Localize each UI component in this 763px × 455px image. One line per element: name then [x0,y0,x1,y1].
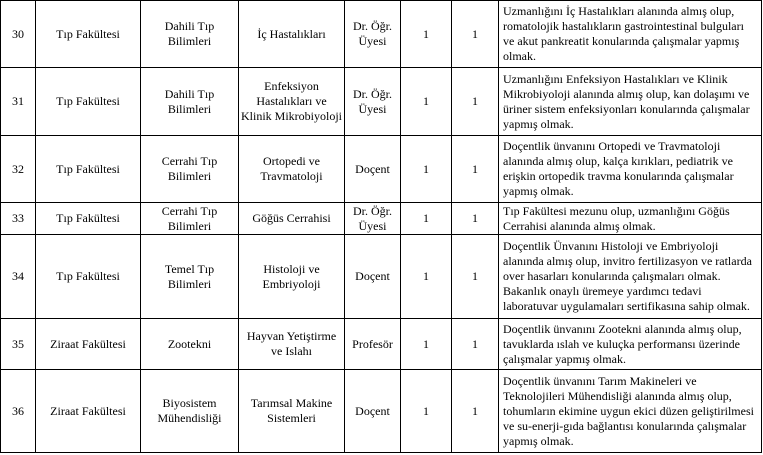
faculty-cell: Tıp Fakültesi [36,68,141,136]
count-cell: 1 [401,136,452,203]
title-cell: Doçent [345,370,401,453]
count-cell: 1 [452,136,499,203]
faculty-cell: Ziraat Fakültesi [36,370,141,453]
description-cell: Uzmanlığını İç Hastalıkları alanında almış olup, romatolojik hastalıkların gastrointestinal bulguları ve akut pankreatit konularında çalışmalar yapmış olmak. [499,1,762,68]
department-cell: Cerrahi Tıp Bilimleri [141,136,239,203]
row-number: 31 [1,68,36,136]
count-cell: 1 [401,68,452,136]
title-cell: Profesör [345,319,401,370]
department-cell: Dahili Tıp Bilimleri [141,68,239,136]
table-row [1,235,762,319]
faculty-cell: Tıp Fakültesi [36,203,141,235]
table-row [1,136,762,203]
count-cell: 1 [401,319,452,370]
row-number: 33 [1,203,36,235]
faculty-cell: Tıp Fakültesi [36,235,141,319]
department-cell: Cerrahi Tıp Bilimleri [141,203,239,235]
department-cell: Dahili Tıp Bilimleri [141,1,239,68]
count-cell: 1 [401,1,452,68]
table-row [1,203,762,235]
program-cell: Ortopedi ve Travmatoloji [239,136,345,203]
department-cell: Biyosistem Mühendisliği [141,370,239,453]
department-cell: Zootekni [141,319,239,370]
description-cell: Tıp Fakültesi mezunu olup, uzmanlığını Göğüs Cerrahisi alanında almış olmak. [499,203,762,235]
count-cell: 1 [452,68,499,136]
program-cell: Histoloji ve Embriyoloji [239,235,345,319]
row-number: 32 [1,136,36,203]
faculty-cell: Tıp Fakültesi [36,1,141,68]
count-cell: 1 [401,203,452,235]
program-cell: Enfeksiyon Hastalıkları ve Klinik Mikrobiyoloji [239,68,345,136]
description-cell: Doçentlik ünvanını Zootekni alanında almış olup, tavuklarda ıslah ve kuluçka performansı üzerinde çalışmalar yapmış olmak. [499,319,762,370]
description-cell: Doçentlik ünvanını Ortopedi ve Travmatoloji alanında almış olup, kalça kırıkları, pediatrik ve erişkin ortopedik travma konularında çalışmalar yapmış olmak. [499,136,762,203]
program-cell: Tarımsal Makine Sistemleri [239,370,345,453]
count-cell: 1 [452,1,499,68]
row-number: 35 [1,319,36,370]
count-cell: 1 [401,370,452,453]
title-cell: Dr. Öğr. Üyesi [345,68,401,136]
program-cell: İç Hastalıkları [239,1,345,68]
department-cell: Temel Tıp Bilimleri [141,235,239,319]
count-cell: 1 [452,370,499,453]
table-row [1,68,762,136]
faculty-cell: Tıp Fakültesi [36,136,141,203]
count-cell: 1 [452,203,499,235]
description-cell: Doçentlik ünvanını Tarım Makineleri ve Teknolojileri Mühendisliği alanında almış olup, tohumların ekimine uygun ekici düzen geliştirilmesi ve su-enerji-gıda bağlantısı konularında çalışmalar yapmış olmak. [499,370,762,453]
row-number: 30 [1,1,36,68]
faculty-cell: Ziraat Fakültesi [36,319,141,370]
description-cell: Doçentlik Ünvanını Histoloji ve Embriyoloji alanında almış olup, invitro fertilizasyon ve ratlarda over hasarları konularında çalışmaları olmak. Bakanlık onaylı üremeye yardımcı tedavi laboratuvar uygulamaları sertifikasına sahip olmak. [499,235,762,319]
count-cell: 1 [452,319,499,370]
count-cell: 1 [452,235,499,319]
table-row [1,370,762,453]
row-number: 34 [1,235,36,319]
title-cell: Dr. Öğr. Üyesi [345,1,401,68]
title-cell: Dr. Öğr. Üyesi [345,203,401,235]
row-number: 36 [1,370,36,453]
program-cell: Hayvan Yetiştirme ve Islahı [239,319,345,370]
count-cell: 1 [401,235,452,319]
title-cell: Doçent [345,235,401,319]
title-cell: Doçent [345,136,401,203]
description-cell: Uzmanlığını Enfeksiyon Hastalıkları ve Klinik Mikrobiyoloji alanında almış olup, kan dolaşımı ve üriner sistem enfeksiyonları konularında çalışmalar yapmış olmak. [499,68,762,136]
table-row [1,1,762,68]
table-row [1,319,762,370]
program-cell: Göğüs Cerrahisi [239,203,345,235]
